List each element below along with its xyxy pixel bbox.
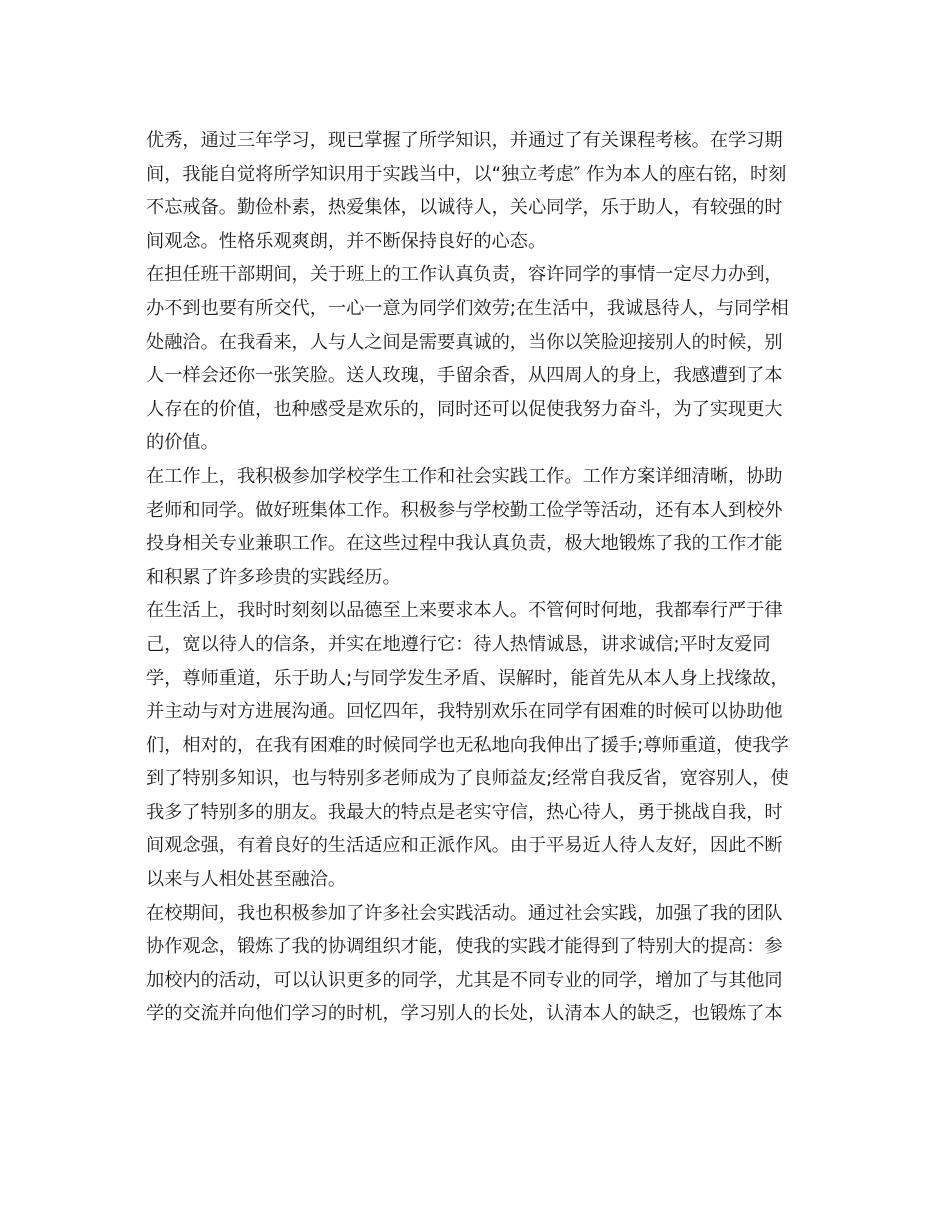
text-line: 在生活上，我时时刻刻以品德至上来要求本人。不管何时何地，我都奉行严于律 (146, 600, 783, 622)
text-line: 在工作上，我积极参加学校学生工作和社会实践工作。工作方案详细清晰，协助 (146, 465, 783, 487)
text-line: 以来与人相处甚至融洽。 (146, 869, 347, 891)
text-line: 老师和同学。做好班集体工作。积极参与学校勤工俭学等活动，还有本人到校外 (146, 499, 783, 521)
text-line: 我多了特别多的朋友。我最大的特点是老实守信，热心待人，勇于挑战自我，时 (146, 801, 783, 823)
text-line: 并主动与对方进展沟通。回忆四年，我特别欢乐在同学有困难的时候可以协助他 (146, 701, 783, 723)
text-line: 学，尊师重道，乐于助人;与同学发生矛盾、误解时，能首先从本人身上找缘故， (146, 667, 789, 689)
text-line: 间观念强，有着良好的生活适应和正派作风。由于平易近人待人友好，因此不断 (146, 835, 783, 857)
text-line: 学的交流并向他们学习的时机，学习别人的长处，认清本人的缺乏，也锻炼了本 (146, 1003, 783, 1025)
text-line: 在担任班干部期间，关于班上的工作认真负责，容许同学的事情一定尽力办到， (146, 264, 783, 286)
text-line: 人存在的价值，也种感受是欢乐的，同时还可以促使我努力奋斗，为了实现更大 (146, 398, 783, 420)
text-line: 到了特别多知识，也与特别多老师成为了良师益友;经常自我反省，宽容别人，使 (146, 768, 789, 790)
text-line: 们，相对的，在我有困难的时候同学也无私地向我伸出了援手;尊师重道，使我学 (146, 734, 789, 756)
text-line: 协作观念，锻炼了我的协调组织才能，使我的实践才能得到了特别大的提高：参 (146, 936, 783, 958)
text-line: 间观念。性格乐观爽朗，并不断保持良好的心态。 (146, 230, 547, 252)
text-line: 投身相关专业兼职工作。在这些过程中我认真负责，极大地锻炼了我的工作才能 (146, 533, 783, 555)
text-line: 人一样会还你一张笑脸。送人玫瑰，手留余香，从四周人的身上，我感遭到了本 (146, 365, 783, 387)
text-line: 和积累了许多珍贵的实践经历。 (146, 566, 401, 588)
text-line: 加校内的活动，可以认识更多的同学，尤其是不同专业的同学，增加了与其他同 (146, 969, 783, 991)
text-line: 在校期间，我也积极参加了许多社会实践活动。通过社会实践，加强了我的团队 (146, 902, 783, 924)
text-line: 办不到也要有所交代，一心一意为同学们效劳;在生活中，我诚恳待人，与同学相 (146, 297, 789, 319)
text-line: 的价值。 (146, 432, 219, 454)
document-body (146, 124, 806, 1031)
text-line: 处融洽。在我看来，人与人之间是需要真诚的，当你以笑脸迎接别人的时候，别 (146, 331, 783, 353)
text-line: 优秀，通过三年学习，现已掌握了所学知识，并通过了有关课程考核。在学习期 (146, 130, 783, 151)
text-line: 间，我能自觉将所学知识用于实践当中，以“独立考虑″ 作为本人的座右铭，时刻 (146, 163, 787, 185)
text-line: 不忘戒备。勤俭朴素，热爱集体，以诚待人，关心同学，乐于助人，有较强的时 (146, 197, 783, 219)
text-line: 己，宽以待人的信条，并实在地遵行它：待人热情诚恳，讲求诚信;平时友爱同 (146, 633, 771, 655)
